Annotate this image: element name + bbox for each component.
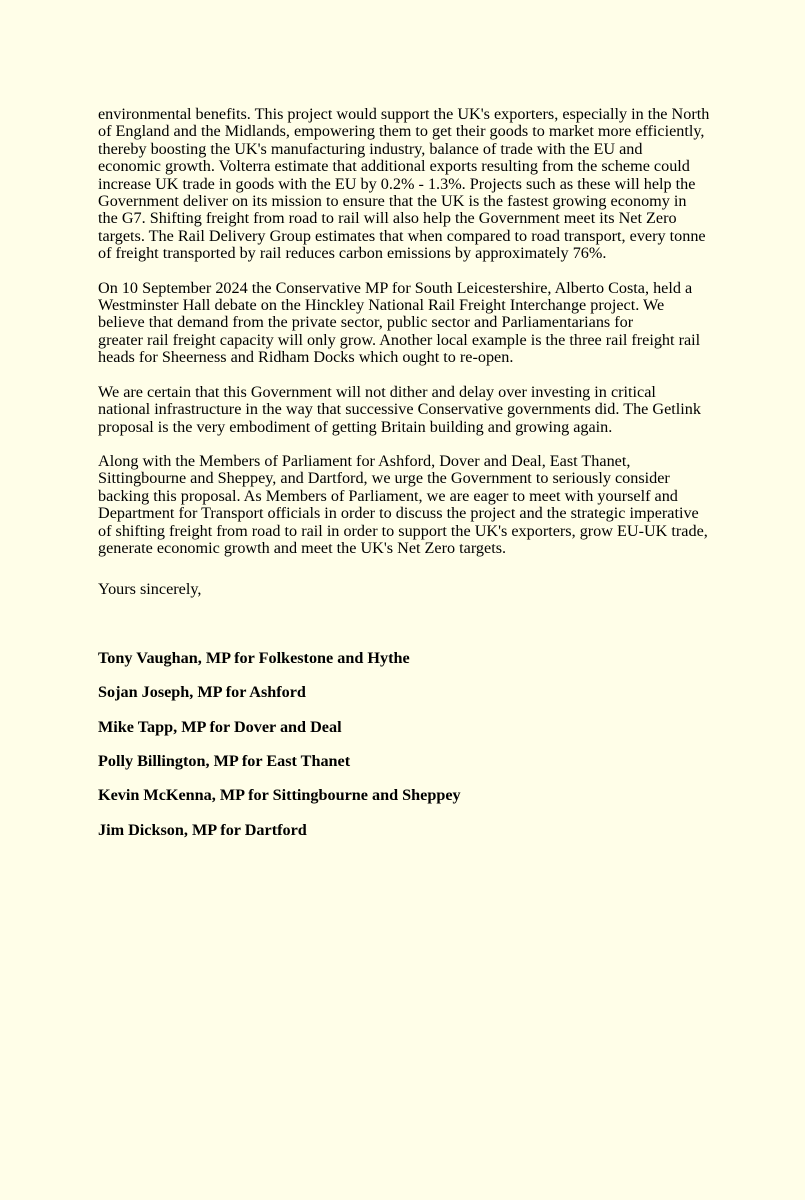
paragraph-westminster-debate: On 10 September 2024 the Conservative MP for South Leicestershire, Alberto Costa, held a Westminster Hall debate on the Hinckley National Rail Freight Interchange project. We believe that demand from the private sector, public sector and Parliamentarians for greater rail freight capacity will only grow. Another local example is the three rail freight rail heads for Sheerness and Ridham Docks which ought to re-open. <box>98 278 701 367</box>
signatory: Sojan Joseph, MP for Ashford <box>98 683 306 702</box>
paragraph-environmental-benefits: environmental benefits. This project would support the UK's exporters, especially in the North of England and the Midlands, empowering them to get their goods to market more efficiently, thereby boosting the UK's manufacturing industry, balance of trade with the EU and economic growth. Volterra estimate that additional exports resulting from the scheme could increase UK trade in goods with the EU by 0.2% - 1.3%. Projects such as these will help the Government deliver on its mission to ensure that the UK is the fastest growing economy in the G7. Shifting freight from road to rail will also help the Government meet its Net Zero targets. The Rail Delivery Group estimates that when compared to road transport, every tonne of freight transported by rail reduces carbon emissions by approximately 76%. <box>98 105 710 263</box>
signatory: Mike Tapp, MP for Dover and Deal <box>98 717 342 736</box>
signatory-list <box>98 650 758 839</box>
paragraph-infrastructure: We are certain that this Government will not dither and delay over investing in critical national infrastructure in the way that successive Conservative governments did. The Getlink proposal is the very embodiment of getting Britain building and growing again. <box>98 382 701 436</box>
closing-salutation: Yours sincerely, <box>98 580 202 599</box>
signatory: Tony Vaughan, MP for Folkestone and Hythe <box>98 648 410 667</box>
signatory: Polly Billington, MP for East Thanet <box>98 751 351 770</box>
signatory: Kevin McKenna, MP for Sittingbourne and Sheppey <box>98 786 461 805</box>
letter-page <box>98 106 758 856</box>
signatory: Jim Dickson, MP for Dartford <box>98 820 307 839</box>
paragraph-call-to-action: Along with the Members of Parliament for Ashford, Dover and Deal, East Thanet, Sittingbourne and Sheppey, and Dartford, we urge the Government to seriously consider backing this proposal. As Members of Parliament, we are eager to meet with yourself and Department for Transport officials in order to discuss the project and the strategic imperative of shifting freight from road to rail in order to support the UK's exporters, grow EU-UK trade, generate economic growth and meet the UK's Net Zero targets. <box>98 451 708 557</box>
